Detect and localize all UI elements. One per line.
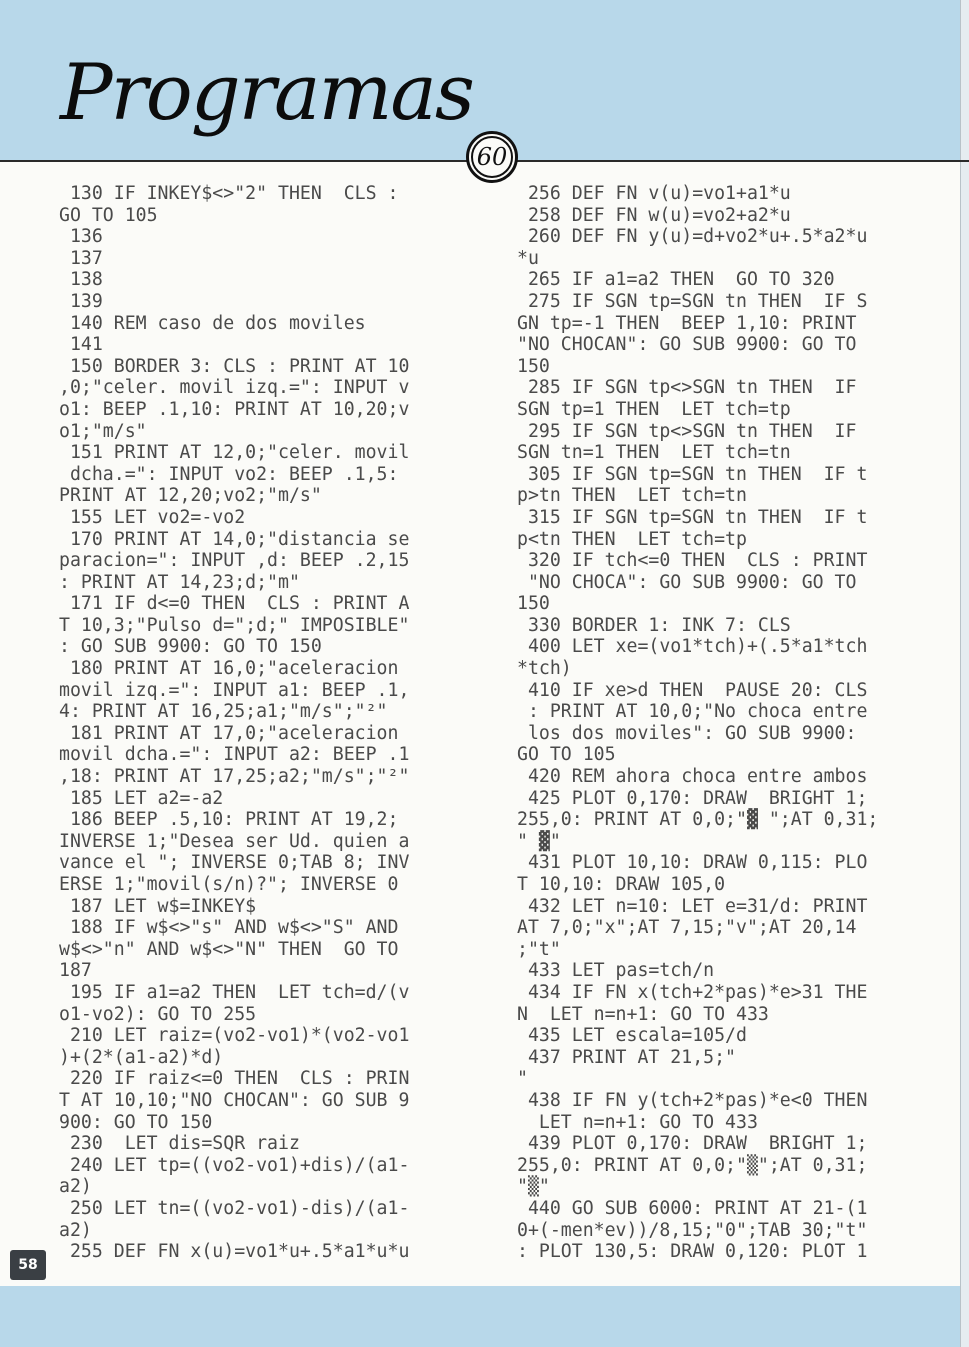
- code-line: : PLOT 130,5: DRAW 0,120: PLOT 1: [517, 1241, 868, 1263]
- code-line: a2): [59, 1176, 92, 1198]
- code-line: 439 PLOT 0,170: DRAW BRIGHT 1;: [517, 1133, 868, 1155]
- code-line: 260 DEF FN y(u)=d+vo2*u+.5*a2*u: [517, 226, 868, 248]
- code-line: movil dcha.=": INPUT a2: BEEP .1: [59, 744, 410, 766]
- code-line: ": [517, 1068, 528, 1090]
- code-column-right: [517, 183, 878, 1263]
- code-line: ERSE 1;"movil(s/n)?"; INVERSE 0: [59, 874, 399, 895]
- code-line: " ▓": [517, 830, 561, 852]
- code-line: vance el "; INVERSE 0;TAB 8; INV: [59, 852, 410, 874]
- code-line: SGN tp=1 THEN LET tch=tp: [517, 398, 791, 420]
- code-line: 320 IF tch<=0 THEN CLS : PRINT: [517, 550, 868, 572]
- code-line: 195 IF a1=a2 THEN LET tch=d/(v: [59, 981, 410, 1003]
- code-line: "NO CHOCAN": GO SUB 9900: GO TO: [517, 334, 857, 356]
- code-line: 240 LET tp=((vo2-vo1)+dis)/(a1-: [59, 1154, 410, 1176]
- code-line: paracion=": INPUT ,d: BEEP .2,15: [59, 550, 410, 572]
- code-line: SGN tn=1 THEN LET tch=tn: [517, 442, 791, 464]
- code-line: *tch): [517, 658, 572, 680]
- code-line: "▒": [517, 1176, 550, 1198]
- code-line: INVERSE 1;"Desea ser Ud. quien a: [59, 830, 410, 852]
- code-line: ,18: PRINT AT 17,25;a2;"m/s";"²": [59, 766, 410, 788]
- code-line: ;"t": [517, 938, 561, 960]
- code-line: GO TO 105: [59, 204, 158, 226]
- code-line: ,0;"celer. movil izq.=": INPUT v: [59, 377, 410, 399]
- code-line: 433 LET pas=tch/n: [517, 960, 715, 982]
- footer-band: [0, 1286, 969, 1347]
- code-line: 138: [59, 269, 103, 291]
- code-line: 188 IF w$<>"s" AND w$<>"S" AND: [59, 917, 399, 939]
- section-title: Programas: [60, 48, 473, 138]
- code-line: los dos moviles": GO SUB 9900:: [517, 722, 857, 744]
- code-line: LET n=n+1: GO TO 433: [517, 1111, 758, 1133]
- code-line: 136: [59, 226, 103, 248]
- code-line: 186 BEEP .5,10: PRINT AT 19,2;: [59, 809, 399, 831]
- code-line: 180 PRINT AT 16,0;"aceleracion: [59, 658, 399, 680]
- code-line: GN tp=-1 THEN BEEP 1,10: PRINT: [517, 312, 857, 334]
- code-line: 437 PRINT AT 21,5;": [517, 1046, 736, 1068]
- code-line: 420 REM ahora choca entre ambos: [517, 766, 868, 788]
- code-line: 137: [59, 247, 103, 269]
- code-line: 438 IF FN y(tch+2*pas)*e<0 THEN: [517, 1089, 868, 1111]
- code-line: 187: [59, 960, 92, 982]
- code-line: 425 PLOT 0,170: DRAW BRIGHT 1;: [517, 787, 868, 809]
- code-line: 140 REM caso de dos moviles: [59, 312, 366, 334]
- code-line: 150 BORDER 3: CLS : PRINT AT 10: [59, 355, 410, 377]
- code-line: AT 7,0;"x";AT 7,15;"v";AT 20,14: [517, 917, 857, 939]
- code-line: 255 DEF FN x(u)=vo1*u+.5*a1*u*u: [59, 1241, 410, 1263]
- code-line: 258 DEF FN w(u)=vo2+a2*u: [517, 204, 791, 226]
- code-line: 4: PRINT AT 16,25;a1;"m/s";"²": [59, 701, 388, 723]
- code-column-left: [59, 183, 409, 1263]
- code-line: dcha.=": INPUT vo2: BEEP .1,5:: [59, 463, 399, 485]
- code-line: o1-vo2): GO TO 255: [59, 1003, 257, 1025]
- page-edge: [960, 0, 969, 1347]
- code-line: 295 IF SGN tp<>SGN tn THEN IF: [517, 420, 857, 442]
- code-line: *u: [517, 247, 539, 269]
- code-line: o1: BEEP .1,10: PRINT AT 10,20;v: [59, 398, 410, 420]
- code-line: 440 GO SUB 6000: PRINT AT 21-(1: [517, 1197, 868, 1219]
- code-line: 410 IF xe>d THEN PAUSE 20: CLS: [517, 679, 868, 701]
- code-line: 330 BORDER 1: INK 7: CLS: [517, 614, 791, 636]
- code-line: 432 LET n=10: LET e=31/d: PRINT: [517, 895, 868, 917]
- code-line: 151 PRINT AT 12,0;"celer. movil: [59, 442, 410, 464]
- code-line: : PRINT AT 10,0;"No choca entre: [517, 701, 868, 723]
- code-line: 210 LET raiz=(vo2-vo1)*(vo2-vo1: [59, 1025, 410, 1047]
- code-line: a2): [59, 1219, 92, 1241]
- code-line: 0+(-men*ev))/8,15;"0";TAB 30;"t": [517, 1219, 868, 1241]
- code-line: T 10,3;"Pulso d=";d;" IMPOSIBLE": [59, 614, 410, 636]
- code-line: 265 IF a1=a2 THEN GO TO 320: [517, 269, 835, 291]
- code-line: 434 IF FN x(tch+2*pas)*e>31 THE: [517, 981, 868, 1003]
- code-line: : PRINT AT 14,23;d;"m": [59, 571, 300, 593]
- code-line: w$<>"n" AND w$<>"N" THEN GO TO: [59, 938, 399, 960]
- code-line: 170 PRINT AT 14,0;"distancia se: [59, 528, 410, 550]
- code-line: "NO CHOCA": GO SUB 9900: GO TO: [517, 571, 857, 593]
- code-line: 400 LET xe=(vo1*tch)+(.5*a1*tch: [517, 636, 868, 658]
- code-line: 305 IF SGN tp=SGN tn THEN IF t: [517, 463, 868, 485]
- code-line: movil izq.=": INPUT a1: BEEP .1,: [59, 679, 410, 701]
- code-line: 256 DEF FN v(u)=vo1+a1*u: [517, 183, 791, 204]
- code-line: p<tn THEN LET tch=tp: [517, 528, 747, 550]
- code-line: T AT 10,10;"NO CHOCAN": GO SUB 9: [59, 1089, 410, 1111]
- program-number-badge: [466, 131, 518, 183]
- code-line: 220 IF raiz<=0 THEN CLS : PRIN: [59, 1068, 410, 1090]
- code-line: 155 LET vo2=-vo2: [59, 506, 246, 528]
- code-line: 431 PLOT 10,10: DRAW 0,115: PLO: [517, 852, 868, 874]
- code-line: 315 IF SGN tp=SGN tn THEN IF t: [517, 506, 868, 528]
- code-line: 285 IF SGN tp<>SGN tn THEN IF: [517, 377, 857, 399]
- code-line: 171 IF d<=0 THEN CLS : PRINT A: [59, 593, 410, 615]
- code-line: 130 IF INKEY$<>"2" THEN CLS :: [59, 183, 399, 204]
- code-line: N LET n=n+1: GO TO 433: [517, 1003, 769, 1025]
- code-line: 255,0: PRINT AT 0,0;"▓ ";AT 0,31;: [517, 809, 879, 831]
- code-line: 150: [517, 355, 550, 377]
- code-line: 150: [517, 593, 550, 615]
- code-line: PRINT AT 12,20;vo2;"m/s": [59, 485, 322, 507]
- code-line: 230 LET dis=SQR raiz: [59, 1133, 300, 1155]
- code-line: : GO SUB 9900: GO TO 150: [59, 636, 322, 658]
- code-line: GO TO 105: [517, 744, 616, 766]
- code-line: 185 LET a2=-a2: [59, 787, 224, 809]
- code-line: 141: [59, 334, 103, 356]
- code-line: T 10,10: DRAW 105,0: [517, 874, 726, 895]
- code-line: 255,0: PRINT AT 0,0;"▒";AT 0,31;: [517, 1154, 868, 1176]
- code-line: 139: [59, 290, 103, 312]
- page-number: 58: [10, 1250, 46, 1280]
- code-line: 900: GO TO 150: [59, 1111, 213, 1133]
- code-line: 181 PRINT AT 17,0;"aceleracion: [59, 722, 399, 744]
- code-line: p>tn THEN LET tch=tn: [517, 485, 747, 507]
- code-line: o1;"m/s": [59, 420, 147, 442]
- code-line: 435 LET escala=105/d: [517, 1025, 747, 1047]
- program-number: 60: [471, 136, 513, 178]
- code-line: )+(2*(a1-a2)*d): [59, 1046, 224, 1068]
- code-line: 275 IF SGN tp=SGN tn THEN IF S: [517, 290, 868, 312]
- code-line: 250 LET tn=((vo2-vo1)-dis)/(a1-: [59, 1197, 410, 1219]
- code-line: 187 LET w$=INKEY$: [59, 895, 257, 917]
